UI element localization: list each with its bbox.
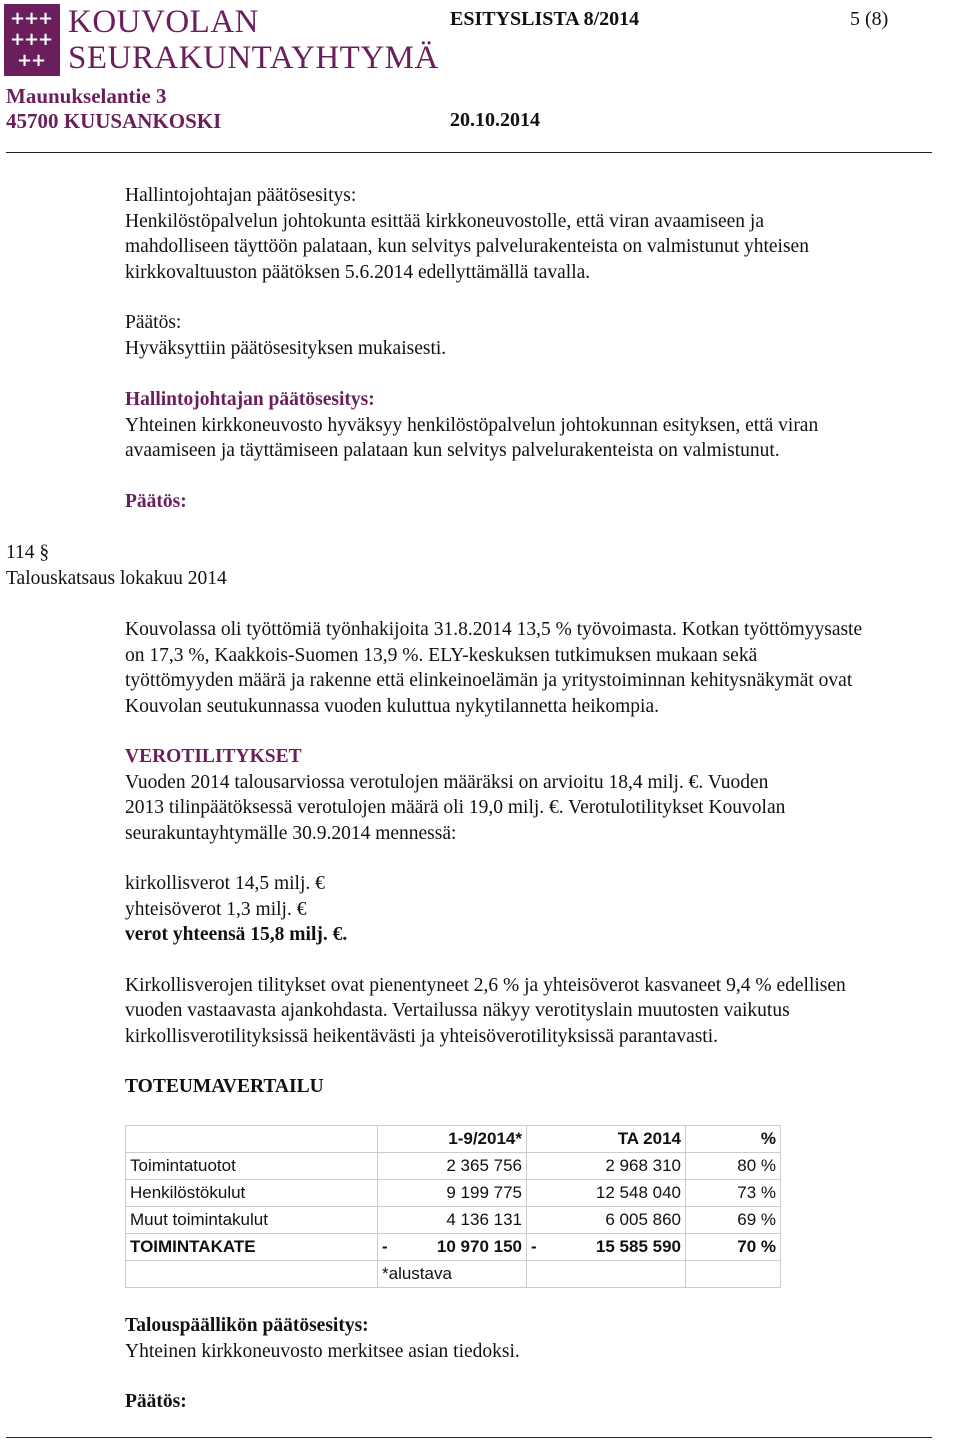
comparison-table	[125, 1125, 781, 1288]
table-cell-value: 15 585 590	[595, 1237, 681, 1256]
table-cell: Henkilöstökulut	[126, 1180, 378, 1207]
table-cell-value: 10 970 150	[436, 1237, 522, 1256]
table-row	[126, 1180, 781, 1207]
doc-title: ESITYSLISTA 8/2014	[450, 8, 640, 30]
negative-sign: -	[531, 1237, 537, 1256]
org-name-line2: SEURAKUNTAYHTYMÄ	[68, 40, 439, 76]
page-number: 5 (8)	[850, 8, 889, 30]
intro-line: työttömyyden määrä ja rakenne että elinkeinoelämän ja yritystoiminnan kehitysnäkymät ovat	[125, 670, 853, 691]
table-cell: TOIMINTAKATE	[126, 1234, 378, 1261]
section1-line: kirkkovaltuuston päätöksen 5.6.2014 edellyttämällä tavalla.	[125, 261, 591, 283]
church-tax: kirkollisverot 14,5 milj. €	[125, 873, 325, 894]
section3	[125, 1313, 955, 1415]
intro-line: on 17,3 %, Kaakkois-Suomen 13,9 %. ELY-keskuksen tutkimuksen mukaan sekä	[125, 644, 758, 666]
org-name-line1: KOUVOLAN	[68, 4, 259, 40]
table-cell: 9 199 775	[378, 1180, 527, 1207]
tax-line: Vuoden 2014 talousarviossa verotulojen määräksi on arvioitu 18,4 milj. €. Vuoden	[125, 771, 769, 793]
table-header-cell	[126, 1126, 378, 1153]
section2-line: avaamiseen ja täyttämiseen palataan kun selvitys palvelurakenteista on valmistunut.	[125, 440, 780, 461]
tax-heading: VEROTILITYKSET	[125, 746, 302, 767]
section2-decision-label: Päätös:	[125, 490, 187, 512]
table-row	[126, 1207, 781, 1234]
table-cell: Muut toimintakulut	[126, 1207, 378, 1234]
table-cell: 12 548 040	[527, 1180, 686, 1207]
table-cell	[378, 1234, 527, 1261]
footer-divider	[6, 1437, 932, 1438]
tax-total: verot yhteensä 15,8 milj. €.	[125, 924, 348, 945]
section1-decision-label: Päätös:	[125, 312, 182, 333]
intro-line: Kouvolan seutukunnassa vuoden kuluttua nykytilannetta heikompia.	[125, 695, 659, 717]
community-tax: yhteisöverot 1,3 milj. €	[125, 898, 307, 920]
table-header-cell: %	[686, 1126, 781, 1153]
section3-heading: Talouspäällikön päätösesitys:	[125, 1315, 369, 1336]
table-header-row	[126, 1126, 781, 1153]
table-cell: 6 005 860	[527, 1207, 686, 1234]
table-cell: 69 %	[686, 1207, 781, 1234]
section2	[125, 387, 955, 514]
intro-paragraph	[125, 617, 955, 719]
table-cell: 70 %	[686, 1234, 781, 1261]
item-title: Talouskatsaus lokakuu 2014	[6, 568, 227, 589]
address-street: Maunukselantie 3	[6, 84, 167, 108]
doc-date: 20.10.2014	[450, 109, 540, 131]
table-cell	[527, 1234, 686, 1261]
section1	[125, 183, 955, 361]
table-cell: 2 968 310	[527, 1153, 686, 1180]
section2-heading: Hallintojohtajan päätösesitys:	[125, 389, 375, 410]
table-footnote-row	[126, 1261, 781, 1288]
negative-sign: -	[382, 1237, 388, 1256]
table-cell: 4 136 131	[378, 1207, 527, 1234]
section1-line: mahdolliseen täyttöön palataan, kun selvitys palvelurakenteista on valmistunut yhteisen	[125, 236, 809, 257]
table-cell: 2 365 756	[378, 1153, 527, 1180]
section3-text: Yhteinen kirkkoneuvosto merkitsee asian tiedoksi.	[125, 1340, 520, 1362]
tax-section	[125, 744, 955, 1049]
table-row	[126, 1153, 781, 1180]
intro-line: Kouvolassa oli työttömiä työnhakijoita 31.8.2014 13,5 % työvoimasta. Kotkan työttömyysaste	[125, 619, 863, 640]
item-number: 114 §	[6, 542, 50, 563]
logo-emblem: + + + + + + + +	[4, 4, 60, 76]
table-footnote: *alustava	[378, 1261, 527, 1288]
section1-line: Henkilöstöpalvelun johtokunta esittää kirkkoneuvostolle, että viran avaamiseen ja	[125, 210, 764, 232]
tax-line: seurakuntayhtymälle 30.9.2014 mennessä:	[125, 822, 457, 844]
table-cell: Toimintatuotot	[126, 1153, 378, 1180]
section1-heading: Hallintojohtajan päätösesitys:	[125, 185, 357, 206]
section2-line: Yhteinen kirkkoneuvosto hyväksyy henkilöstöpalvelun johtokunnan esityksen, että viran	[125, 414, 819, 436]
tax-line: 2013 tilinpäätöksessä verotulojen määrä oli 19,0 milj. €. Verotulotilitykset Kouvolan	[125, 797, 786, 818]
section3-decision-label: Päätös:	[125, 1391, 187, 1412]
header-divider	[6, 152, 932, 153]
table-header-cell: TA 2014	[527, 1126, 686, 1153]
table-header-cell: 1-9/2014*	[378, 1126, 527, 1153]
table-cell: 73 %	[686, 1180, 781, 1207]
table-cell: 80 %	[686, 1153, 781, 1180]
section1-decision-text: Hyväksyttiin päätösesityksen mukaisesti.	[125, 337, 447, 359]
tax-summary-line: vuoden vastaavasta ajankohdasta. Vertailussa näkyy verotityslain muutosten vaikutus	[125, 1000, 790, 1021]
address-city: 45700 KUUSANKOSKI	[6, 109, 222, 133]
tax-summary-line: Kirkollisverojen tilitykset ovat pienentyneet 2,6 % ja yhteisöverot kasvaneet 9,4 % edellisen	[125, 974, 846, 996]
comparison-heading: TOTEUMAVERTAILU	[125, 1076, 324, 1097]
table-total-row	[126, 1234, 781, 1261]
tax-summary-line: kirkollisverotilityksissä heikentävästi ja yhteisöverotilityksissä parantavasti.	[125, 1025, 719, 1047]
